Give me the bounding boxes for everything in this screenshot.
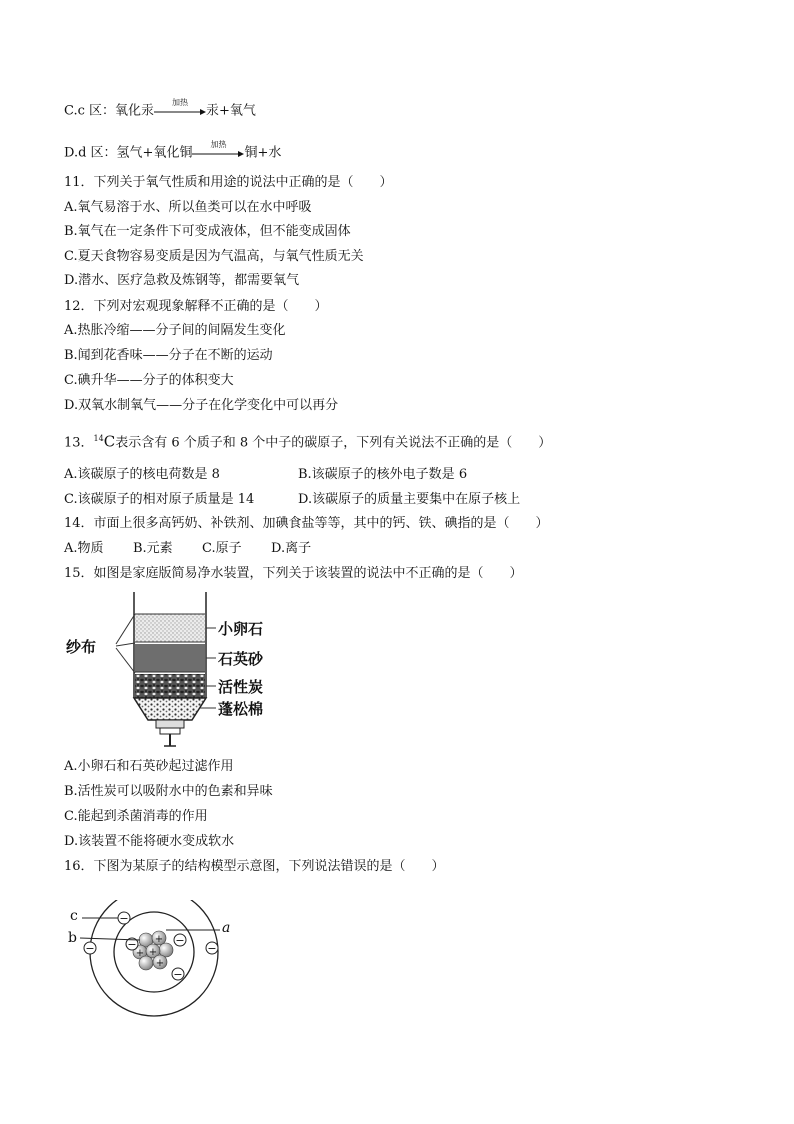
q14-option-b: B.元素 [133, 541, 173, 556]
q11-option-d: D.潜水、医疗急救及炼钢等，都需要氧气 [64, 273, 300, 288]
atom-model-figure [62, 900, 252, 1020]
q12-option-b: B.闻到花香味——分子在不断的运动 [64, 348, 273, 363]
label-a: a [222, 920, 231, 936]
q12-stem: 12．下列对宏观现象解释不正确的是（ ） [64, 299, 328, 314]
reaction-arrow [192, 140, 244, 162]
reaction-d-product: 铜+水 [244, 145, 282, 161]
reaction-arrow [154, 98, 206, 120]
q14-option-a: A.物质 [64, 541, 104, 556]
isotope-symbol: C [103, 432, 116, 451]
svg-text:−: − [119, 912, 129, 925]
q13-stem-rest: 表示含有 6 个质子和 8 个中子的碳原子，下列有关说法不正确的是（ ） [115, 435, 552, 451]
water-filter-figure [60, 588, 290, 748]
q11-option-c: C.夏天食物容易变质是因为气温高，与氧气性质无关 [64, 249, 364, 264]
svg-text:−: − [207, 942, 217, 955]
reaction-d [64, 140, 282, 163]
q15-option-a: A.小卵石和石英砂起过滤作用 [64, 759, 234, 774]
carbon-layer [135, 674, 205, 698]
q15-option-b: B.活性炭可以吸附水中的色素和异味 [64, 784, 273, 799]
q13-option-d: D.该碳原子的质量主要集中在原子核上 [298, 492, 521, 507]
isotope-mass-number: 14 [93, 434, 104, 443]
svg-text:+: + [148, 947, 158, 958]
quartz-layer [135, 644, 205, 672]
svg-text:−: − [173, 968, 183, 981]
reaction-d-prefix: D.d 区：氢气+氧化铜 [64, 145, 193, 161]
q12-option-a: A.热胀冷缩——分子间的间隔发生变化 [64, 323, 286, 338]
q14-stem: 14．市面上很多高钙奶、补铁剂、加碘食盐等等，其中的钙、铁、碘指的是（ ） [64, 516, 549, 531]
svg-text:+: + [154, 934, 164, 945]
svg-text:+: + [135, 948, 145, 959]
q11-option-b: B.氧气在一定条件下可变成液体，但不能变成固体 [64, 224, 351, 239]
svg-text:−: − [127, 938, 137, 951]
q15-option-c: C.能起到杀菌消毒的作用 [64, 809, 208, 824]
q14-option-d: D.离子 [271, 541, 312, 556]
q12-option-c: C.碘升华——分子的体积变大 [64, 373, 234, 388]
q13-stem [64, 430, 551, 452]
reaction-c-prefix: C.c 区：氧化汞 [64, 103, 155, 119]
label-quartz: 石英砂 [218, 650, 264, 668]
reaction-condition: 加热 [210, 140, 227, 149]
q12-option-d: D.双氧水制氧气——分子在化学变化中可以再分 [64, 398, 339, 413]
q14-option-c: C.原子 [202, 541, 242, 556]
svg-text:−: − [175, 934, 185, 947]
reaction-condition: 加热 [172, 98, 189, 107]
label-b: b [68, 930, 77, 946]
q15-option-d: D.该装置不能将硬水变成软水 [64, 834, 235, 849]
q16-stem: 16．下图为某原子的结构模型示意图，下列说法错误的是（ ） [64, 859, 445, 874]
pebble-layer [135, 614, 205, 642]
q13-number: 13． [64, 435, 94, 451]
q15-stem: 15．如图是家庭版简易净水装置，下列关于该装置的说法中不正确的是（ ） [64, 566, 523, 581]
q13-option-b: B.该碳原子的核外电子数是 6 [298, 467, 468, 482]
q13-option-a: A.该碳原子的核电荷数是 8 [64, 467, 220, 482]
reaction-c [64, 98, 256, 121]
atom-model-diagram [62, 900, 252, 1020]
q11-stem: 11．下列关于氧气性质和用途的说法中正确的是（ ） [64, 175, 393, 190]
q13-option-c: C.该碳原子的相对原子质量是 14 [64, 492, 255, 507]
bottle-neck [134, 698, 206, 720]
label-pebble: 小卵石 [218, 620, 264, 638]
nucleus [133, 931, 173, 970]
label-cotton: 蓬松棉 [218, 700, 264, 718]
reaction-c-product: 汞+氧气 [206, 103, 256, 119]
label-cloth: 纱布 [66, 638, 97, 656]
label-c: c [70, 908, 78, 924]
q11-option-a: A.氧气易溶于水、所以鱼类可以在水中呼吸 [64, 200, 312, 215]
label-carbon: 活性炭 [218, 678, 264, 696]
svg-text:+: + [155, 958, 165, 969]
svg-text:−: − [85, 942, 95, 955]
